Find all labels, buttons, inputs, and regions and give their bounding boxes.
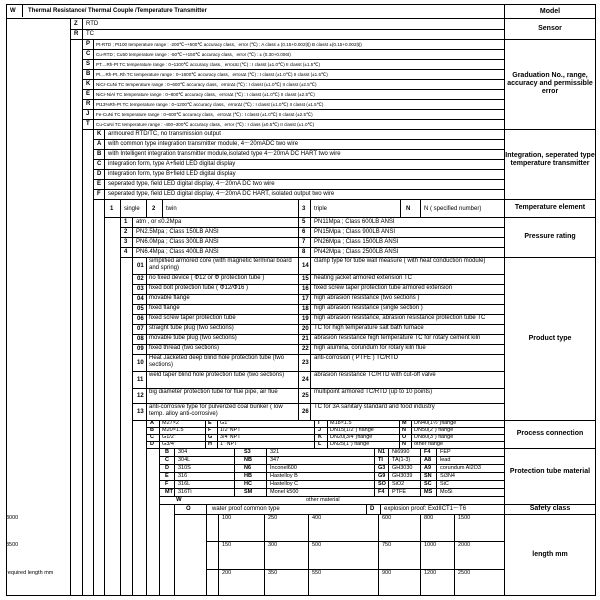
product-text: movable flange [149, 295, 190, 301]
column-rule [327, 420, 328, 448]
integration-code: C [97, 161, 102, 167]
material-code: HC [244, 480, 252, 487]
process-code: G [208, 434, 213, 440]
product-text: fixed screw taper protection tube armored extension [314, 285, 453, 291]
safety-label: Safety class [529, 505, 571, 512]
material-text: 304L [178, 456, 191, 463]
column-rule [132, 217, 133, 257]
product-code: 12 [137, 392, 144, 399]
graduation-code: J [86, 111, 90, 117]
product-code: 11 [137, 376, 144, 383]
column-rule [206, 504, 207, 514]
material-label: Protection tube material [509, 468, 591, 475]
integration-text: armoured RTD/TC, no transmission output [108, 131, 221, 137]
process-text: M20×1.5 [162, 427, 184, 433]
process-text: G1" [220, 420, 230, 426]
column-rule [146, 257, 147, 420]
material-text: corundum Al2O3 [440, 464, 481, 471]
column-rule [146, 420, 147, 596]
process-code: K [318, 434, 322, 440]
pressure-label: Pressure rating [524, 233, 576, 240]
row-rule [70, 29, 504, 30]
graduation-text: Pt13%Rh-Pt TC temperature range : 0~1200℃ accuracy class、errorΔt (℃) : I classt (±1.0℃) II classt (±1.5℃) [96, 101, 324, 107]
pressure-text: PN6.4Mpa ; Class 400LB ANSI [136, 249, 219, 255]
pressure-code: 8 [302, 249, 306, 255]
process-code: I [318, 420, 320, 426]
graduation-code: R [86, 101, 91, 107]
product-text: fixed screw taper protection tube [149, 315, 236, 321]
product-code: 07 [137, 326, 144, 332]
header-code: W [10, 8, 16, 14]
material-text: SiO2 [392, 480, 405, 487]
row-rule [159, 456, 504, 457]
safety-text: explosion proof: ExdIICT1～T6 [384, 506, 467, 512]
column-rule [217, 420, 218, 448]
column-rule [378, 514, 379, 595]
pressure-text: atm , or ≤0.2Mpa [136, 219, 182, 225]
process-code: F [208, 427, 212, 433]
column-rule [70, 19, 71, 596]
process-text: DN20(3/4")flange [330, 434, 373, 440]
material-code: SN [424, 472, 432, 479]
element-text: triple [314, 206, 328, 212]
pressure-code: 5 [302, 219, 306, 225]
material-text: PTFE [392, 488, 407, 495]
product-code: 08 [137, 336, 144, 342]
process-code: A [150, 420, 154, 426]
product-text: high abrasion resistance (single section ) [314, 305, 423, 311]
product-text: fixed thread (two sections) [149, 345, 220, 351]
column-rule [298, 217, 299, 257]
column-rule [120, 217, 121, 596]
graduation-code: E [86, 91, 91, 97]
process-code: C [150, 434, 154, 440]
material-text: TA(1-3) [392, 456, 411, 463]
length-value: 550 [312, 569, 322, 576]
row-rule [504, 39, 596, 40]
product-text: anti-corrosive type for pulverized coal bunker ( low temp. alloy anti-corrosive) [149, 403, 283, 417]
column-rule [6, 4, 7, 596]
header-title: Thermal Resistance/ Thermal Couple /Temperature Transmitter [28, 8, 207, 14]
column-rule [314, 420, 315, 448]
column-rule [310, 217, 311, 257]
material-code: F4 [378, 488, 385, 495]
material-text: Ni6990 [392, 448, 410, 455]
product-text: abrasion resistance TC/RTD with cut-off valve [314, 371, 436, 378]
length-value: 300 [268, 542, 278, 549]
material-code: MS [424, 488, 433, 495]
product-code: 09 [137, 346, 144, 352]
row-rule [146, 441, 504, 442]
product-text: clamp type for tube wall measure ( with heat conduction module) [314, 257, 486, 264]
model-label: Model [539, 7, 561, 15]
process-code: L [318, 441, 322, 447]
length-value: 750 [382, 542, 392, 549]
material-code: F4 [424, 448, 431, 455]
pressure-text: PN42Mpa ; Class 2500LB ANSI [314, 249, 399, 255]
product-text: fixed flange [149, 305, 180, 311]
product-code: 10 [137, 359, 144, 366]
integration-code: A [97, 141, 102, 147]
material-code: N1 [378, 448, 386, 455]
length-value: 150 [222, 542, 232, 549]
product-text: TC for 3A sanitary standard and food industry [314, 403, 435, 410]
column-rule [400, 199, 401, 217]
column-rule [132, 257, 133, 596]
length-value: 100 [222, 515, 232, 521]
pressure-text: PN26Mpa ; Class 1500LB ANSI [314, 239, 399, 245]
sensor-text: RTD [86, 21, 99, 27]
column-rule [420, 448, 421, 496]
length-label: length mm [532, 551, 568, 558]
model-selection-sheet [6, 4, 596, 596]
product-code: 02 [137, 276, 144, 282]
sensor-code: R [74, 31, 79, 37]
column-rule [388, 448, 389, 496]
material-code: TI [378, 456, 383, 463]
product-text: weld taper blind hole protection tube (two sections) [149, 371, 285, 378]
integration-code: F [97, 191, 101, 197]
column-rule [374, 448, 375, 496]
element-label: Temperature element [514, 204, 586, 211]
column-rule [206, 514, 207, 595]
product-code: 01 [137, 262, 144, 269]
process-text: 1/2"NPT [220, 427, 241, 433]
material-code: C [165, 456, 169, 463]
column-rule [366, 504, 367, 514]
material-text: 316 [178, 472, 188, 479]
graduation-text: Fe-CuNi TC temperature range : 0~600℃ accuracy class、errorΔt (℃) : I classt (±1.0℃) II classt (±2.5℃) [96, 111, 313, 117]
row-rule [6, 18, 596, 19]
process-text: DN40(1½")flange [414, 420, 457, 426]
product-code: 24 [302, 376, 309, 383]
element-code: N [406, 206, 411, 212]
element-code: 2 [152, 206, 156, 212]
pressure-code: 4 [124, 249, 128, 255]
material-text: MoSi [440, 488, 453, 495]
graduation-text: Cu-RTD ; Cu50 temperature range : -50℃~+150℃ accuracy class、error (℃) : ± (0.30+0.006t) [96, 51, 291, 57]
row-rule [504, 257, 596, 258]
column-rule [93, 39, 94, 129]
product-code: 17 [302, 296, 309, 302]
integration-text: with Intelligent integration transmitter module,isolated type 4～20mA DC HART two wire [108, 151, 341, 157]
material-text: FEP [440, 448, 451, 455]
pressure-code: 2 [124, 229, 128, 235]
material-text: Si3N4 [440, 472, 455, 479]
sensor-code: Z [74, 21, 78, 27]
column-rule [120, 199, 121, 217]
process-label: Process connection [516, 430, 584, 437]
column-rule [82, 19, 83, 39]
product-code: 05 [137, 306, 144, 312]
material-text: 347 [270, 456, 280, 463]
integration-text: with common type integration transmitter module, 4～20mADC two wire [108, 141, 299, 147]
column-rule [104, 199, 105, 596]
column-rule [308, 514, 309, 595]
material-code: E [165, 472, 169, 479]
integration-code: B [97, 151, 102, 157]
length-value: 1000 [424, 542, 437, 549]
length-value: 1500 [458, 515, 471, 521]
material-text: GH3039 [392, 472, 413, 479]
length-value: 2000 [458, 542, 471, 549]
element-text: single [124, 206, 140, 212]
column-rule [310, 257, 311, 420]
graduation-code: T [86, 121, 90, 127]
pressure-code: 3 [124, 239, 128, 245]
product-label: Product type [528, 334, 572, 342]
product-text: movable tube plug (two sections) [149, 335, 237, 341]
product-text: high alumina, corundum for rotary kiln flue [314, 345, 426, 351]
product-text: high abrasion resistance (two sections ) [314, 295, 420, 301]
safety-text: water proof common type [212, 506, 280, 512]
material-text: 321 [270, 448, 280, 455]
graduation-text: Cu-CuNi TC temperature range : -400~300℃ accuracy class、error (℃) : I class (±0.5℃) II classt (±1.0℃) [96, 121, 315, 127]
column-rule [174, 448, 175, 496]
column-rule [264, 514, 265, 595]
graduation-text: Pt-RTD ; Pt100 temperature range : -200℃~+500℃ accuracy class、error (℃) : A class ± (0.15+0.002|t|) B classt ±(0.15+0.002|t|) [96, 41, 362, 47]
material-code: W [176, 496, 182, 503]
material-text: 304 [178, 448, 188, 455]
material-code: HB [244, 472, 252, 479]
graduation-text: PT....Rh-Pt TC temperature range : 0~1100℃ accuracy class、errorΔt (℃) : I classt (±1.0℃) II classt (±1.5℃) [96, 61, 321, 67]
process-text: M18×1.5 [330, 420, 352, 426]
column-rule [298, 199, 299, 217]
graduation-code: K [86, 81, 91, 87]
product-text: heating jacket armored extension TC [314, 275, 412, 281]
pressure-text: PN15Mpa ; Class 900LB ANSI [314, 229, 396, 235]
product-code: 16 [302, 286, 309, 292]
column-rule [162, 199, 163, 217]
row-rule [6, 595, 596, 596]
graduation-code: C [86, 51, 91, 57]
safety-code: D [370, 506, 375, 512]
product-text: abrasion resistance high temperature TC for rotary cement kiln [314, 335, 481, 341]
column-rule [436, 448, 437, 496]
material-code: B [165, 448, 169, 455]
material-code: G3 [378, 464, 386, 471]
graduation-code: B [86, 71, 91, 77]
material-text: lead [440, 456, 451, 463]
material-code: NB [244, 456, 252, 463]
process-code: E [208, 420, 212, 426]
process-text: 1" NPT [220, 441, 238, 447]
column-rule [310, 199, 311, 217]
process-code: N [402, 441, 406, 447]
product-text: straight tube plug (two sections) [149, 325, 234, 331]
process-code: H [208, 441, 212, 447]
product-text: simplified armored core (with magnetic terminal board and spring) [149, 257, 292, 271]
product-text: anti-corrosion ( PTFE ) TC/RTD [314, 354, 399, 361]
column-rule [104, 129, 105, 199]
material-text: 316L [178, 480, 191, 487]
pressure-text: PN11Mpa ; Class 600LB ANSI [314, 219, 395, 225]
product-code: 26 [302, 408, 309, 415]
process-text: DN80(3") flange [414, 434, 454, 440]
product-code: 25 [302, 392, 309, 399]
material-code: SC [424, 480, 432, 487]
column-rule [411, 420, 412, 448]
element-code: 3 [302, 206, 306, 212]
sensor-text: TC [86, 31, 94, 37]
graduation-label: Graduation No., range, accuracy and permissible error [507, 72, 593, 95]
process-code: J [318, 427, 322, 433]
row-rule [504, 514, 596, 515]
material-code: A9 [424, 464, 432, 471]
column-rule [266, 448, 267, 496]
process-text: DN25(1") flange [330, 441, 370, 447]
material-code: G9 [378, 472, 386, 479]
row-rule [504, 199, 596, 200]
row-rule [6, 4, 596, 5]
row-rule [504, 217, 596, 218]
column-rule [380, 504, 381, 514]
material-text: Hastelloy B [270, 472, 298, 479]
safety-code: O [186, 506, 191, 512]
material-code: D [165, 464, 169, 471]
process-text: DN50(2") flange [414, 427, 454, 433]
column-rule [205, 420, 206, 448]
pressure-text: PN6.0Mpa ; Class 300LB ANSI [136, 239, 219, 245]
product-code: 03 [137, 286, 144, 292]
column-rule [234, 448, 235, 496]
material-text: other material [306, 496, 340, 503]
length-value: 250 [268, 515, 278, 521]
column-rule [298, 257, 299, 420]
process-text: other flange [414, 441, 444, 447]
product-code: 23 [302, 359, 309, 366]
material-text: Hastelloy C [270, 480, 299, 487]
pressure-code: 6 [302, 229, 306, 235]
product-text: high abrasion resistance, abrasion resistance protection tube TC [314, 315, 486, 321]
graduation-code: P [86, 41, 91, 47]
integration-code: D [97, 171, 102, 177]
column-rule [22, 4, 23, 17]
product-code: 19 [302, 316, 309, 322]
length-value: 800 [424, 515, 434, 521]
product-text: big diameter protection tube for flue pipe, air flue [149, 388, 278, 395]
process-text: DN15(1/2") flange [330, 427, 374, 433]
material-text: GH3030 [392, 464, 413, 471]
length-value: 900 [382, 569, 392, 576]
process-text: G3/4" [162, 441, 176, 447]
material-code: SO [378, 480, 386, 487]
graduation-text: NiCr-CuNi TC temperature range : 0~600℃ accuracy class、errorΔt (℃) : I classt (±1.0℃) II classt (±2.5℃) [96, 81, 317, 87]
integration-text: seperated type, field LED digital display, 4～20mA DC HART, isolated output two wire [108, 191, 335, 197]
pressure-code: 7 [302, 239, 306, 245]
material-code: N6 [244, 464, 252, 471]
process-code: N [402, 427, 406, 433]
product-code: 15 [302, 276, 309, 282]
process-text: G1/2" [162, 434, 176, 440]
product-text: TC for high temperature salt bath furnace [314, 325, 424, 331]
integration-code: K [97, 131, 102, 137]
material-text: Inconel600 [270, 464, 297, 471]
row-rule [504, 448, 596, 449]
material-code: A8 [424, 456, 432, 463]
column-rule [159, 420, 160, 448]
column-rule [420, 514, 421, 595]
length-value: 3500 [6, 542, 19, 549]
column-rule [82, 39, 83, 596]
integration-text: integration form, type B+field LED digital display [108, 171, 236, 177]
element-text: twin [166, 206, 177, 212]
row-rule [504, 129, 596, 130]
graduation-code: S [86, 61, 91, 67]
column-rule [159, 448, 160, 596]
integration-text: integration form, type A+field LED digital display [108, 161, 236, 167]
column-rule [420, 199, 421, 217]
integration-label: Integration, seperated type temperature transmitter [505, 152, 595, 167]
sensor-label: Sensor [538, 25, 562, 32]
column-rule [174, 504, 175, 596]
product-code: 20 [302, 326, 309, 332]
product-code: 18 [302, 306, 309, 312]
column-rule [399, 420, 400, 448]
material-text: Monel k500 [270, 488, 299, 495]
column-rule [454, 514, 455, 595]
element-code: 1 [110, 206, 114, 212]
integration-text: seperated type, field LED digital display, 4～20mA DC two wire [108, 181, 275, 187]
length-value: 1200 [424, 569, 437, 576]
process-text: M27×2 [162, 420, 179, 426]
material-text: 310S [178, 464, 191, 471]
graduation-text: Pt....Rh-Pt..Rh TC temperature range : 0~1600℃ accuracy class、errorΔt (℃) : I classt (±1.0℃) II classt (±1.5℃) [96, 71, 328, 77]
material-code: MT [165, 488, 173, 495]
product-code: 13 [137, 408, 144, 415]
length-value: required length mm [6, 569, 54, 576]
length-value: 400 [312, 515, 322, 521]
row-rule [159, 480, 504, 481]
pressure-code: 1 [124, 219, 128, 225]
process-code: M [402, 420, 407, 426]
product-text: multipoint armored TC/RTD (up to 10 points) [314, 388, 433, 395]
product-code: 21 [302, 336, 309, 342]
column-rule [146, 199, 147, 217]
process-code: O [402, 434, 407, 440]
integration-code: E [97, 181, 102, 187]
process-code: B [150, 427, 154, 433]
material-text: SiC [440, 480, 449, 487]
product-code: 14 [302, 262, 309, 269]
length-value: 500 [312, 542, 322, 549]
material-code: F [165, 480, 169, 487]
product-text: Heat Jacketed deep blind hole protection tube (two sections) [149, 354, 285, 368]
process-code: D [150, 441, 154, 447]
process-text: 3/4"NPT [220, 434, 241, 440]
length-value: 350 [268, 569, 278, 576]
pressure-text: PN2.5Mpa ; Class 150LB ANSI [136, 229, 219, 235]
product-code: 06 [137, 316, 144, 322]
product-code: 22 [302, 346, 309, 352]
material-text: 316Ti [178, 488, 192, 495]
product-code: 04 [137, 296, 144, 302]
product-text: no fixed device ( Φ12 or Φ protection tube ) [149, 275, 265, 281]
graduation-text: NiCr-NiAl TC temperature range : 0~800℃ accuracy class、errorΔt (℃) : I classt (±1.0℃) II classt (±2.5℃) [96, 91, 315, 97]
column-rule [218, 514, 219, 595]
element-text: N ( specified number) [424, 206, 482, 212]
length-value: 600 [382, 515, 392, 521]
length-value: 2500 [458, 569, 471, 576]
material-code: SM [244, 488, 253, 495]
material-code: S3 [244, 448, 251, 455]
row-rule [504, 420, 596, 421]
length-value: 3000 [6, 515, 19, 521]
length-value: 200 [222, 569, 232, 576]
product-text: fixed bolt protection tube ( Φ12/Φ16 ) [149, 285, 248, 291]
